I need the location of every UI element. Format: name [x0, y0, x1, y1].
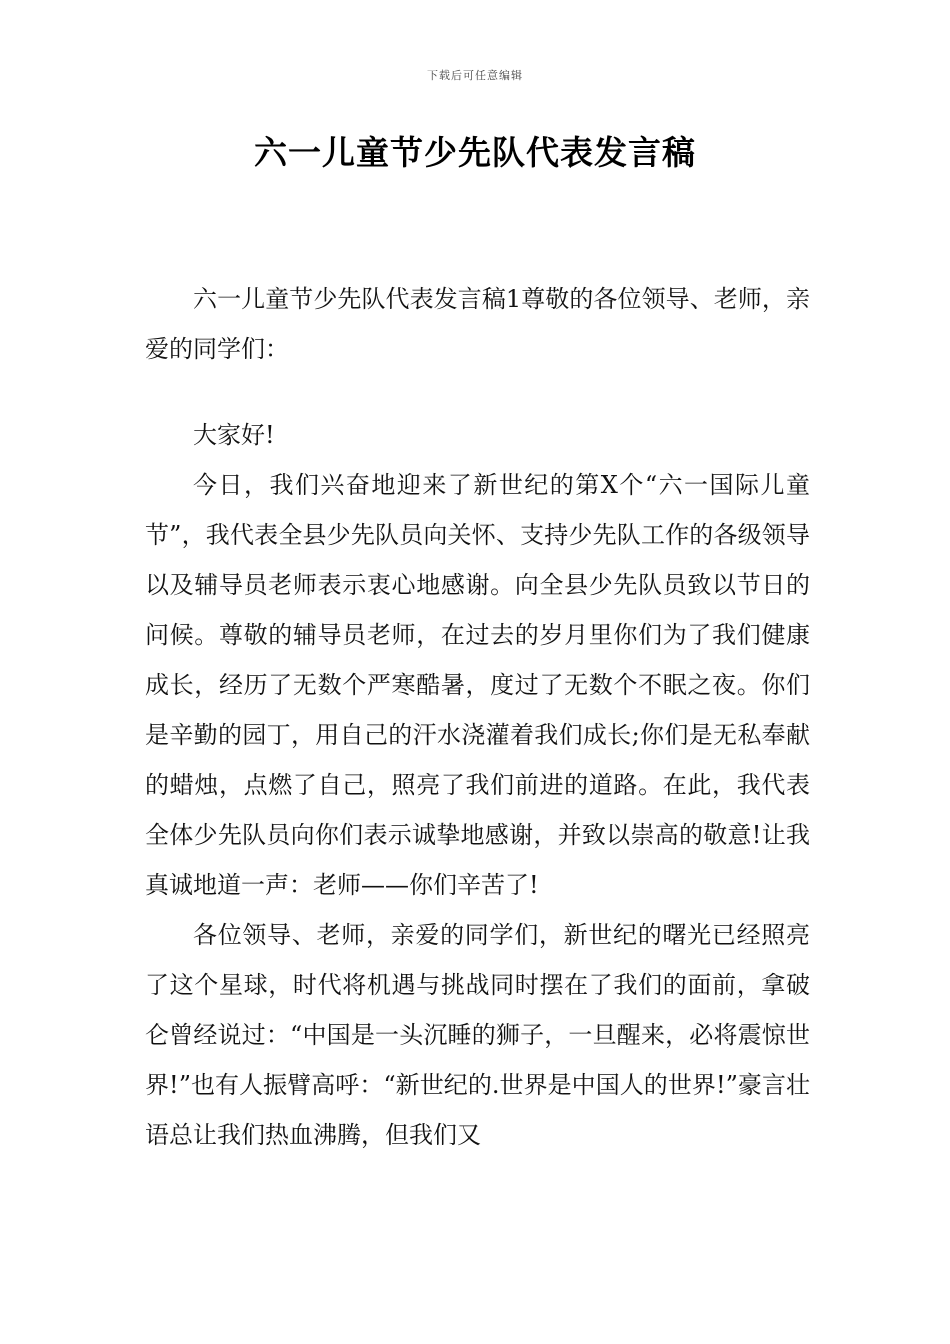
page-header-note: 下载后可任意编辑: [427, 69, 523, 82]
document-title: 六一儿童节少先队代表发言稿: [254, 133, 696, 172]
paragraph-salutation: 六一儿童节少先队代表发言稿1尊敬的各位领导、老师，亲爱的同学们：: [145, 285, 810, 363]
document-body: [145, 274, 810, 1160]
paragraph-new-century: 各位领导、老师，亲爱的同学们，新世纪的曙光已经照亮了这个星球，时代将机遇与挑战同时摆在了我们的面前，拿破仑曾经说过：“中国是一头沉睡的狮子，一旦醒来，必将震惊世界!”也有人振臂高呼：“新世纪的.世界是中国人的世界!”豪言壮语总让我们热血沸腾，但我们又: [145, 921, 810, 1149]
paragraph-greeting: 大家好!: [193, 421, 275, 449]
paragraph-thanks: 今日，我们兴奋地迎来了新世纪的第X个“六一国际儿童节”，我代表全县少先队员向关怀、支持少先队工作的各级领导以及辅导员老师表示衷心地感谢。向全县少先队员致以节日的问候。尊敬的辅导员老师，在过去的岁月里你们为了我们健康成长，经历了无数个严寒酷暑，度过了无数个不眠之夜。你们是辛勤的园丁，用自己的汗水浇灌着我们成长;你们是无私奉献的蜡烛，点燃了自己，照亮了我们前进的道路。在此，我代表全体少先队员向你们表示诚挚地感谢，并致以崇高的敬意!让我真诚地道一声：老师——你们辛苦了!: [145, 471, 810, 899]
